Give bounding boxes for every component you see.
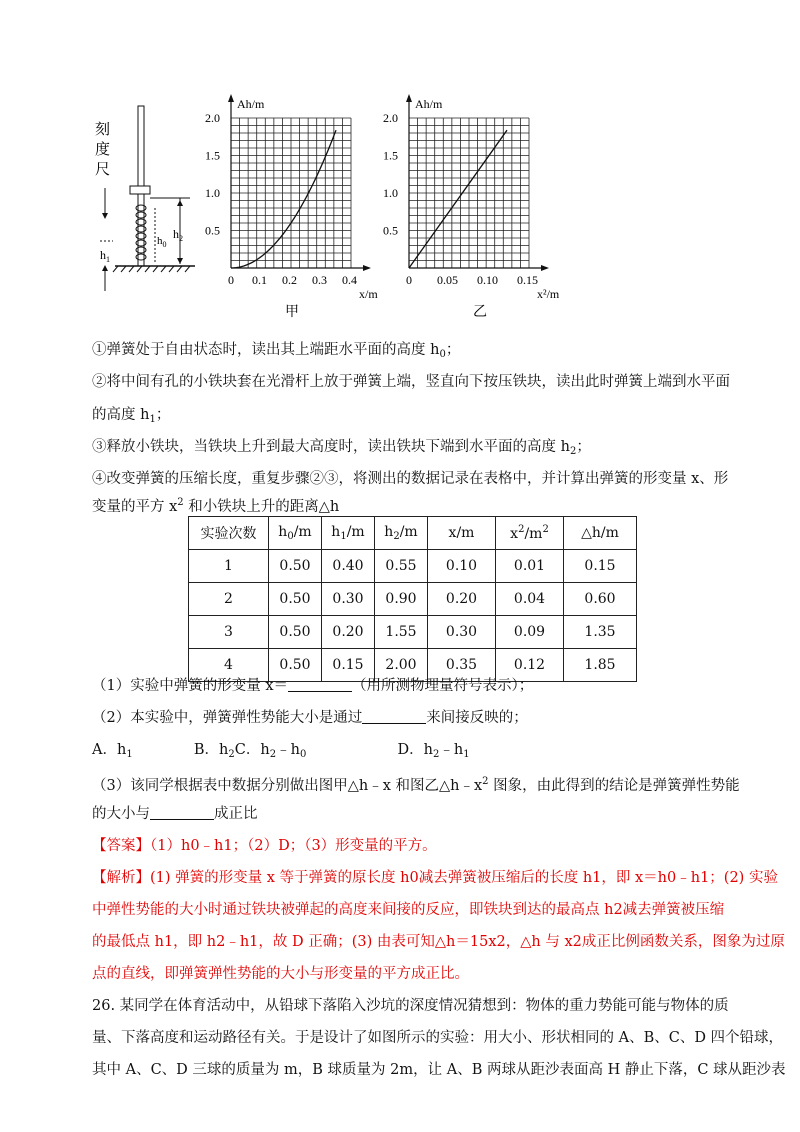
data-table <box>188 516 637 682</box>
y-axis-label: Ah/m <box>237 97 265 111</box>
y-axis-arrow <box>406 94 412 102</box>
table-cell: 0.50 <box>269 583 322 616</box>
x-axis-label: x/m <box>359 287 378 301</box>
question-3a: （3）该同学根据表中数据分别做出图甲△h﹣x 和图乙$\triangle h﹣x^2$ 图象，由此得到的结论是弹簧弹性势能 <box>92 776 740 794</box>
analysis-line-2: 中弹性势能的大小时通过铁块被弹起的高度来间接的反应，即铁块到达的最高点 h2减去弹簧被压缩 <box>92 902 725 918</box>
x-tick-label: 0 <box>406 273 412 287</box>
x-tick-label: 0.4 <box>342 273 357 287</box>
table-row <box>189 616 637 649</box>
spring-apparatus <box>95 106 195 291</box>
table-header: 实验次数 <box>189 517 269 550</box>
option-d: D．$h_2﹣h_1$ <box>397 742 470 760</box>
option-c: C．$h_2﹣h_0$ <box>234 742 307 760</box>
analysis-line-3: 的最低点 h1，即 h2﹣h1，故 D 正确；(3) 由表可知△h＝15x2，△h 与 x2成正比例函数关系，图象为过原 <box>92 934 785 950</box>
table-cell: 0.20 <box>428 583 496 616</box>
table-cell: 0.60 <box>564 583 637 616</box>
ruler-label-1: 刻 <box>95 122 111 138</box>
chart-jia <box>205 94 378 301</box>
table-cell: 0.50 <box>269 616 322 649</box>
step-4a: ④改变弹簧的压缩长度，重复步骤②③，将测出的数据记录在表格中，并计算出弹簧的形变量 x、形 <box>92 471 729 487</box>
option-a: A．$h_1$ <box>92 742 133 760</box>
analysis-line-1: 【解析】(1) 弹簧的形变量 x 等于弹簧的原长度 h0减去弹簧被压缩后的长度 h1，即 x＝h0﹣h1；(2) 实验 <box>92 870 778 886</box>
step-2a: ②将中间有孔的小铁块套在光滑杆上放于弹簧上端，竖直向下按压铁块，读出此时弹簧上端到水平面 <box>92 374 730 390</box>
answer-line <box>92 836 437 856</box>
y-tick-label: 2.0 <box>383 111 398 125</box>
table-cell: 0.30 <box>322 583 375 616</box>
question-26-line-2: 量、下落高度和运动路径有关。于是设计了如图所示的实验：用大小、形状相同的 A、B、C、D 四个铅球， <box>92 1030 784 1046</box>
x-tick-label: 0.1 <box>252 273 267 287</box>
question-2-options <box>92 740 470 765</box>
x-tick-label: 0.3 <box>312 273 327 287</box>
y-tick-label: 1.5 <box>205 148 220 163</box>
analysis-line-4: 点的直线，即弹簧弹性势能的大小与形变量的平方成正比。 <box>92 966 469 982</box>
table-cell: 0.15 <box>322 649 375 682</box>
answer-text: （1）h0﹣h1；（2）D；（3）形变量的平方。 <box>150 838 437 854</box>
question-26-line-1: 26. 某同学在体育活动中，从铅球下落陷入沙坑的深度情况猜想到：物体的重力势能可能与物体的质 <box>92 998 729 1014</box>
h1-label: $h_1$ <box>100 248 110 264</box>
table-cell: 0.20 <box>322 616 375 649</box>
step-4b: 变量的平方 $x^2$ 和小铁块上升的距离△h <box>92 497 340 515</box>
x-axis-arrow <box>363 265 371 271</box>
chart-yi-caption: 乙 <box>473 305 487 320</box>
table-cell: 0.90 <box>375 583 428 616</box>
y-tick-label: 1.5 <box>383 148 398 163</box>
series-line <box>409 130 507 268</box>
step-3: ③释放小铁块，当铁块上升到最大高度时，读出铁块下端到水平面的高度 $h_2$； <box>92 439 591 457</box>
table-header-row <box>189 517 637 550</box>
question-1: （1）实验中弹簧的形变量 x＝ （用所测物理量符号表示）； <box>92 678 534 694</box>
table-header: $h_2/m$ <box>375 517 428 550</box>
ruler-label-3: 尺 <box>95 162 111 178</box>
analysis-label: 【解析】 <box>92 870 150 886</box>
table-cell: 0.30 <box>428 616 496 649</box>
y-axis-arrow <box>228 94 234 102</box>
x-axis-arrow <box>541 265 549 271</box>
y-tick-label: 0.5 <box>205 223 220 238</box>
x-tick-label: 0.10 <box>477 273 498 287</box>
x-axis-label: x²/m <box>537 287 560 301</box>
table-cell: 0.04 <box>496 583 564 616</box>
x-tick-label: 0.15 <box>517 273 538 287</box>
table-cell: 1.35 <box>564 616 637 649</box>
chart-jia-caption: 甲 <box>285 305 299 320</box>
table-cell: 0.40 <box>322 550 375 583</box>
table-cell: 2 <box>189 583 269 616</box>
chart-yi <box>383 94 560 301</box>
table-cell: 0.12 <box>496 649 564 682</box>
table-cell: 1.85 <box>564 649 637 682</box>
step-1: ①弹簧处于自由状态时，读出其上端距水平面的高度 $h_0$； <box>92 342 461 360</box>
x-tick-label: 0.05 <box>437 273 458 287</box>
table-header: $x^2/m^2$ <box>496 517 564 550</box>
table-cell: 0.15 <box>564 550 637 583</box>
table-header: △h/m <box>564 517 637 550</box>
y-axis-label: Ah/m <box>415 97 443 111</box>
table-cell: 1 <box>189 550 269 583</box>
table-cell: 2.00 <box>375 649 428 682</box>
question-3b: 的大小与 成正比 <box>92 806 258 822</box>
table-header: x/m <box>428 517 496 550</box>
series-line <box>231 130 336 268</box>
table-header: $h_0/m$ <box>269 517 322 550</box>
step-2b: 的高度 $h_1$； <box>92 407 171 425</box>
table-cell: 0.50 <box>269 649 322 682</box>
table-cell: 0.35 <box>428 649 496 682</box>
table-cell: 0.01 <box>496 550 564 583</box>
y-tick-label: 1.0 <box>205 186 220 200</box>
table-cell: 0.10 <box>428 550 496 583</box>
y-tick-label: 0.5 <box>383 223 398 238</box>
table-row <box>189 583 637 616</box>
table-cell: 4 <box>189 649 269 682</box>
table-cell: 1.55 <box>375 616 428 649</box>
experiment-figure <box>85 78 605 323</box>
table-cell: 3 <box>189 616 269 649</box>
question-26-line-3: 其中 A、C、D 三球的质量为 m，B 球质量为 2m，让 A、B 两球从距沙表面高 H 静止下落，C 球从距沙表 <box>92 1062 786 1078</box>
x-tick-label: 0 <box>228 273 234 287</box>
y-tick-label: 1.0 <box>383 186 398 200</box>
x-tick-label: 0.2 <box>282 273 297 287</box>
table-header: $h_1/m$ <box>322 517 375 550</box>
table-row <box>189 550 637 583</box>
answer-label: 【答案】 <box>92 838 150 854</box>
table-cell: 0.09 <box>496 616 564 649</box>
ruler-label-2: 度 <box>95 142 111 158</box>
option-b: B．$h_2$ <box>193 742 235 760</box>
h0-label: $h_0$ <box>157 235 167 249</box>
h2-label: $h_2$ <box>173 227 183 243</box>
table-cell: 0.50 <box>269 550 322 583</box>
question-2: （2）本实验中，弹簧弹性势能大小是通过 来间接反映的； <box>92 710 528 726</box>
table-cell: 0.55 <box>375 550 428 583</box>
y-tick-label: 2.0 <box>205 111 220 125</box>
